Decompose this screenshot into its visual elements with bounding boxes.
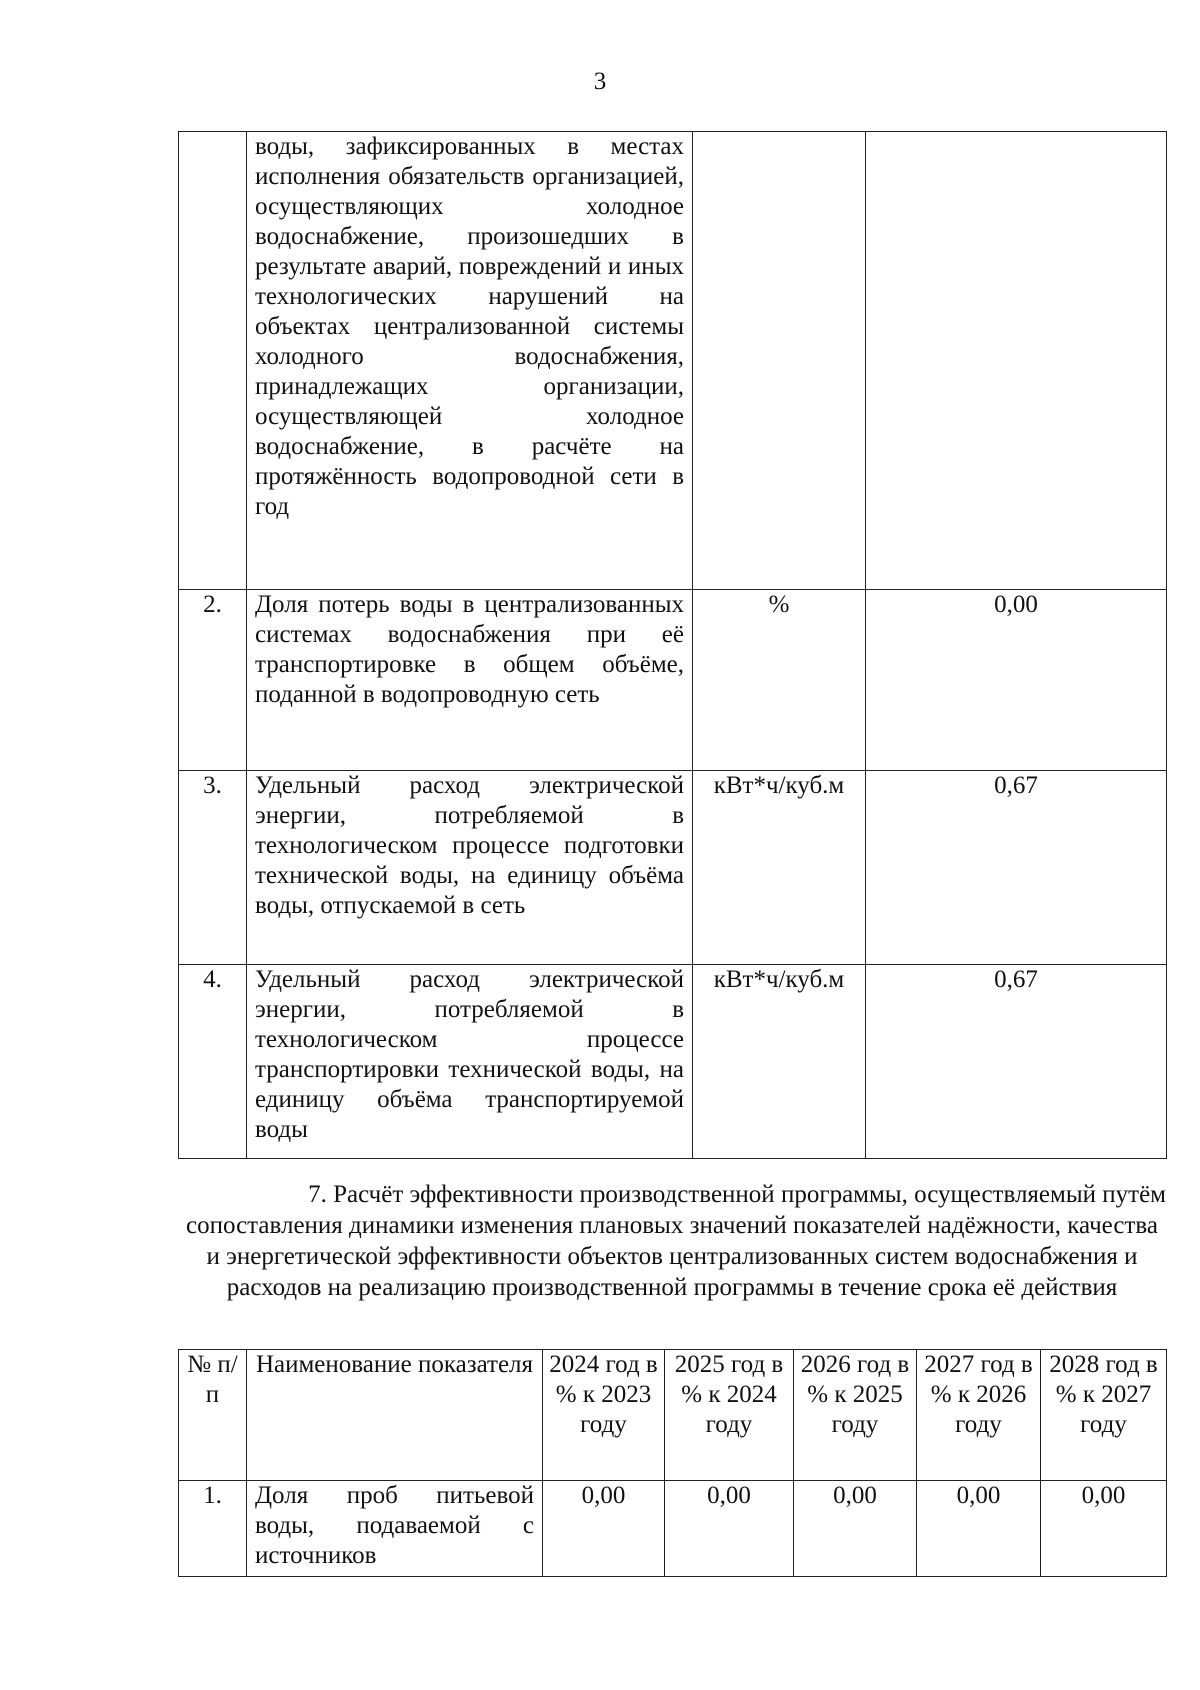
section-heading-line1: 7. Расчёт эффективности производственной программы, осуществляемый путём (308, 1181, 1166, 1208)
table-row (179, 132, 1167, 590)
page-number: 3 (593, 68, 607, 95)
value-2026: 0,00 (794, 1481, 917, 1577)
header-name: Наименование показателя (247, 1350, 543, 1481)
row-number: 4. (179, 965, 247, 1159)
value-2027: 0,00 (917, 1481, 1041, 1577)
indicator-unit: % (693, 590, 866, 771)
indicator-name: Удельный расход электрической энергии, потребляемой в технологическом процессе подготовки технической воды, на единицу объёма воды, отпускаемой в сеть (247, 771, 693, 965)
indicator-value: 0,67 (866, 965, 1167, 1159)
value-2028: 0,00 (1041, 1481, 1167, 1577)
indicator-value: 0,67 (866, 771, 1167, 965)
indicator-unit: кВт*ч/куб.м (693, 965, 866, 1159)
indicator-value (866, 132, 1167, 590)
table-header-row (179, 1350, 1167, 1481)
indicator-unit: кВт*ч/куб.м (693, 771, 866, 965)
indicator-name: Доля потерь воды в централизованных системах водоснабжения при её транспортировке в общем объёме, поданной в водопроводную сеть (247, 590, 693, 771)
table-row (179, 1481, 1167, 1577)
value-2025: 0,00 (665, 1481, 794, 1577)
table-row (179, 771, 1167, 965)
indicator-name: Удельный расход электрической энергии, потребляемой в технологическом процессе транспортировки технической воды, на единицу объёма транспортируемой воды (247, 965, 693, 1159)
header-number: № п/п (179, 1350, 247, 1481)
table-row (179, 965, 1167, 1159)
table-row (179, 590, 1167, 771)
header-2024: 2024 год в % к 2023 году (543, 1350, 665, 1481)
header-2025: 2025 год в % к 2024 году (665, 1350, 794, 1481)
section-heading-rest: сопоставления динамики изменения плановых значений показателей надёжности, качества и энергетической эффективности объектов централизованных систем водоснабжения и расходов на реализацию производственной программы в течение срока её действия (185, 1212, 1158, 1301)
indicator-name: воды, зафиксированных в местах исполнения обязательств организацией, осуществляющих холодное водоснабжение, произошедших в результате аварий, повреждений и иных технологических нарушений на объектах централизованной системы холодного водоснабжения, принадлежащих организации, осуществляющей холодное водоснабжение, в расчёте на протяжённость водопроводной сети в год (247, 132, 693, 590)
header-2026: 2026 год в % к 2025 году (794, 1350, 917, 1481)
row-number: 1. (179, 1481, 247, 1577)
row-number: 2. (179, 590, 247, 771)
efficiency-table (178, 1349, 1167, 1577)
indicator-unit (693, 132, 866, 590)
header-2028: 2028 год в % к 2027 году (1041, 1350, 1167, 1481)
indicator-value: 0,00 (866, 590, 1167, 771)
header-2027: 2027 год в % к 2026 году (917, 1350, 1041, 1481)
section-heading (178, 1179, 1166, 1303)
value-2024: 0,00 (543, 1481, 665, 1577)
indicator-name: Доля проб питьевой воды, подаваемой с источников (247, 1481, 543, 1577)
row-number: 3. (179, 771, 247, 965)
row-number (179, 132, 247, 590)
indicators-table (178, 131, 1167, 1159)
